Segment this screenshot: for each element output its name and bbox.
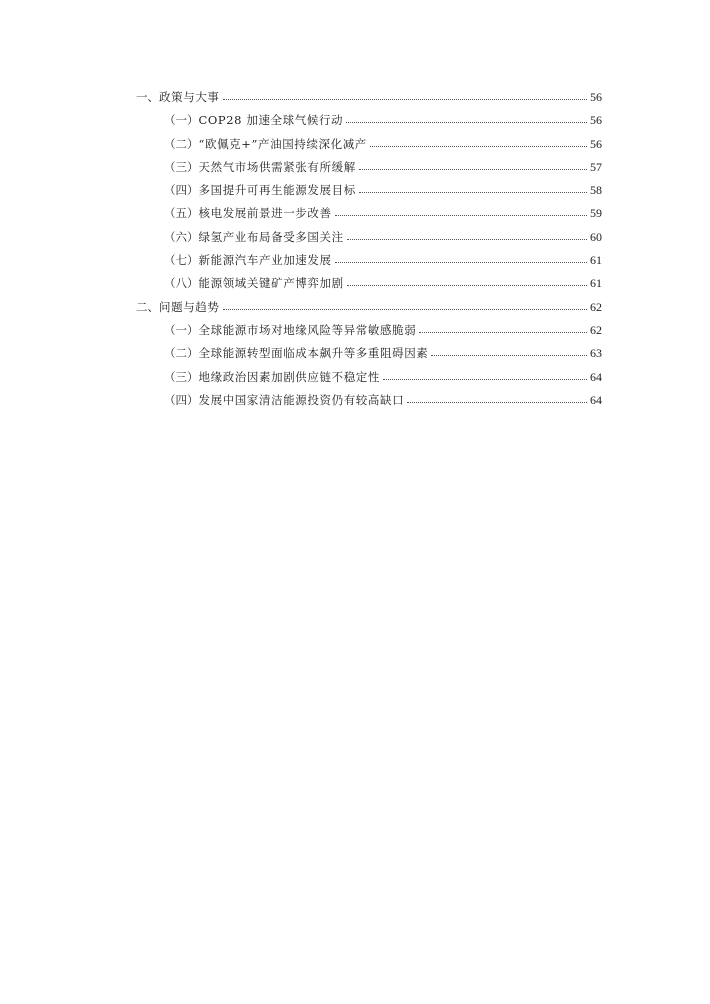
toc-subsection-1-5[interactable] — [136, 202, 602, 225]
toc-page-number: 61 — [590, 276, 602, 291]
dot-leader — [383, 375, 587, 380]
toc-page-number: 56 — [590, 136, 602, 151]
toc-entry-number: （一） — [164, 322, 199, 337]
toc-entry-number: （一） — [164, 113, 199, 128]
toc-entry-number: （二） — [164, 346, 199, 361]
toc-page-number: 64 — [590, 369, 602, 384]
toc-entry-number: 二、 — [136, 299, 159, 314]
toc-subsection-1-7[interactable] — [136, 249, 602, 272]
toc-page-number: 56 — [590, 90, 602, 104]
dot-leader — [335, 258, 587, 263]
dot-leader — [419, 328, 587, 333]
toc-page-number: 60 — [590, 229, 602, 244]
dot-leader — [359, 188, 587, 193]
dot-leader — [335, 211, 587, 216]
dot-leader — [370, 142, 587, 147]
toc-page-number: 63 — [590, 346, 602, 361]
toc-page-number: 61 — [590, 253, 602, 268]
toc-subsection-2-4[interactable] — [136, 389, 602, 412]
table-of-contents — [136, 86, 602, 412]
toc-subsection-1-1[interactable] — [136, 109, 602, 132]
toc-entry-number: （四） — [164, 392, 199, 407]
toc-subsection-1-2[interactable] — [136, 133, 602, 156]
toc-entry-title: COP28 加速全球气候行动 — [198, 113, 344, 128]
toc-entry-number: （八） — [164, 276, 199, 291]
toc-entry-number: （二） — [164, 136, 199, 151]
toc-subsection-2-3[interactable] — [136, 366, 602, 389]
toc-entry-title: 政策与大事 — [159, 90, 220, 104]
dot-leader — [407, 398, 587, 403]
toc-entry-number: （三） — [164, 159, 199, 174]
toc-entry-number: 一、 — [136, 90, 159, 104]
toc-entry-title: 全球能源市场对地缘风险等异常敏感脆弱 — [198, 322, 417, 337]
dot-leader — [431, 351, 587, 356]
toc-entry-title: 多国提升可再生能源发展目标 — [198, 183, 356, 198]
dot-leader — [223, 305, 588, 310]
toc-page-number: 64 — [590, 392, 602, 407]
toc-entry-title: 发展中国家清洁能源投资仍有较高缺口 — [198, 392, 405, 407]
toc-subsection-1-8[interactable] — [136, 272, 602, 295]
toc-entry-number: （五） — [164, 206, 199, 221]
toc-page-number: 59 — [590, 206, 602, 221]
toc-entry-title: 能源领域关键矿产博弈加剧 — [198, 276, 344, 291]
toc-subsection-2-1[interactable] — [136, 319, 602, 342]
dot-leader — [223, 95, 588, 100]
toc-section-1[interactable] — [136, 86, 602, 109]
toc-subsection-2-2[interactable] — [136, 342, 602, 365]
toc-section-2[interactable] — [136, 296, 602, 319]
toc-entry-number: （六） — [164, 229, 199, 244]
toc-page-number: 62 — [590, 322, 602, 337]
toc-entry-title: 核电发展前景进一步改善 — [198, 206, 332, 221]
toc-page-number: 56 — [590, 113, 602, 128]
toc-page-number: 57 — [590, 159, 602, 174]
toc-entry-number: （四） — [164, 183, 199, 198]
toc-entry-title: 绿氢产业布局备受多国关注 — [198, 229, 344, 244]
toc-entry-title: “欧佩克+”产油国持续深化减产 — [198, 136, 367, 151]
dot-leader — [347, 281, 587, 286]
toc-entry-title: 新能源汽车产业加速发展 — [198, 253, 332, 268]
toc-subsection-1-4[interactable] — [136, 179, 602, 202]
toc-subsection-1-3[interactable] — [136, 156, 602, 179]
toc-subsection-1-6[interactable] — [136, 226, 602, 249]
toc-entry-title: 地缘政治因素加剧供应链不稳定性 — [198, 369, 380, 384]
toc-entry-number: （七） — [164, 253, 199, 268]
dot-leader — [359, 165, 587, 170]
toc-page-number: 58 — [590, 183, 602, 198]
toc-entry-title: 全球能源转型面临成本飙升等多重阻碍因素 — [198, 346, 429, 361]
toc-page-number: 62 — [590, 299, 602, 314]
toc-entry-number: （三） — [164, 369, 199, 384]
toc-entry-title: 天然气市场供需紧张有所缓解 — [198, 159, 356, 174]
dot-leader — [346, 118, 587, 123]
toc-entry-title: 问题与趋势 — [159, 299, 220, 314]
dot-leader — [347, 235, 587, 240]
